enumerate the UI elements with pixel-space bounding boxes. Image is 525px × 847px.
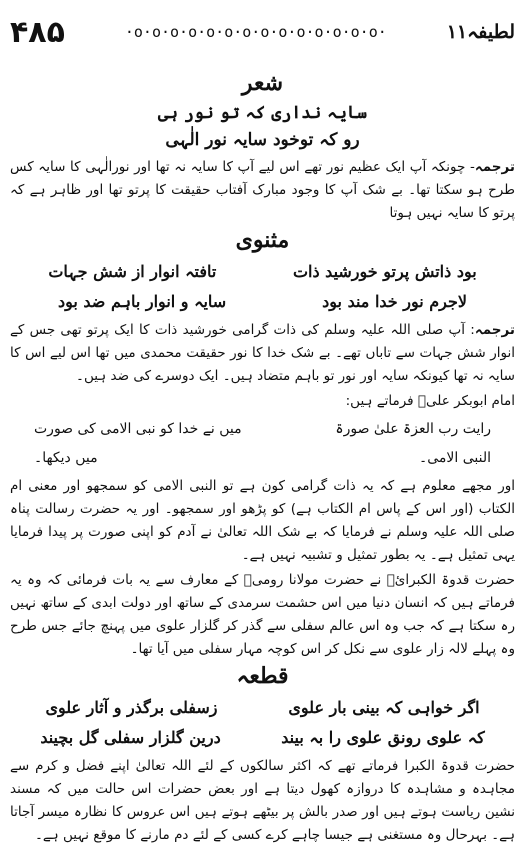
couplet-hemistich: تافتہ انوار از شش جہات bbox=[48, 262, 217, 281]
page-content bbox=[10, 70, 515, 843]
masnavi-heading: مثنوی bbox=[235, 227, 290, 253]
translation-text: - چونکہ آپ ایک عظیم نور تھے اس لیے آپ کا سایہ نہ تھا اور نورالٰہی کا سایہ کس طرح ہو سکتا تھا۔ بے شک آپ کا وجود مبارک آفتاب حقیقت کا پرتو تھا اور ظاہر ہے کہ پرتو کا سایہ نہیں ہوتا bbox=[10, 159, 515, 221]
couplet-hemistich: سایہ و انوار باہم ضد بود bbox=[57, 292, 227, 311]
header-ornament: ·o·o·o·o·o·o·o·o·o·o·o·o·o·o· bbox=[124, 23, 387, 41]
urdu-gloss: میں نے خدا کو نبی الامی کی صورت bbox=[34, 421, 242, 437]
couplet-hemistich: اگر خواہی کہ بینی بار علوی bbox=[288, 698, 480, 717]
poem-line-1: سایہ نداری کہ تو نور ہی bbox=[158, 103, 367, 123]
imam-line: امام ابوبکر علیؒ فرماتے ہیں: bbox=[345, 393, 515, 409]
couplet-hemistich: کہ علوی رونق علوی را بہ بیند bbox=[281, 728, 485, 747]
arabic-quote-line-1 bbox=[34, 415, 491, 443]
arabic-text: النبی الامی۔ bbox=[419, 450, 491, 466]
arabic-text: رایت رب العزۃ علیٰ صورۃ bbox=[335, 421, 491, 437]
masnavi-couplet-1 bbox=[10, 257, 515, 287]
couplet-hemistich: درین گلزار سفلی گل بچیند bbox=[40, 728, 221, 747]
translation-text: : آپ صلی اللہ علیہ وسلم کی ذات گرامی خورشید ذات کا ایک پرتو تھی جس کے انوار شش جہات سے تاباں تھے۔ بے شک خدا کا نور حقیقت محمدی میں تھا اس لیے اس کا سایہ نہ تھا کیونکہ سایہ اور نور تو باہم متضاد ہیں۔ ایک دوسرے کی ضد ہیں۔ bbox=[10, 322, 515, 384]
poem-line-2: رو کہ توخود سایہ نور الٰہی bbox=[165, 130, 360, 150]
couplet-hemistich: بود ذاتش پرتو خورشید ذات bbox=[292, 262, 477, 281]
qita-couplet-2 bbox=[10, 723, 515, 753]
translation-paragraph-2 bbox=[10, 319, 515, 388]
qita-heading: قطعہ bbox=[236, 663, 289, 689]
page-header bbox=[10, 10, 515, 54]
poem-heading: شعر bbox=[241, 70, 284, 96]
body-paragraph-4: حضرت قدوۃ الکبرائؒ نے حضرت مولانا رومیؒ کے معارف سے یہ بات فرمائی کہ وہ یہ فرماتے ہیں کہ انسان دنیا میں اس حشمت سرمدی کے ساتھ اور دولت ابدی کے ساتھ نہیں رہ سکتا ہے کہ جب وہ اس عالم سفلی سے گذر کر گلزار علوی میں پہنچ جائے جس طرح وہ پہلے لالہ زار علوی سے نکل کر اس کوچہ مہار سفلی میں آیا تھا۔ bbox=[10, 572, 515, 657]
couplet-hemistich: لاجرم نور خدا مند بود bbox=[322, 292, 468, 311]
masnavi-couplet-2 bbox=[10, 287, 515, 317]
translation-label: ترجمہ bbox=[474, 159, 515, 175]
body-paragraph-3: اور مجھے معلوم ہے کہ یہ ذات گرامی کون ہے تو النبی الامی کو سمجھو اور معنی ام الکتاب (اور اس کے پاس ام الکتاب ہے) کو پڑھو اور سمجھو۔ اور یہ حضرت رسالت پناہ صلی اللہ علیہ وسلم نے فرمایا کہ بے شک اللہ تعالیٰ نے آدم کو اپنی صورت پر پیدا فرمایا یہی تمثیل ہے۔ یہ بطور تمثیل و تشبیہ نہیں ہے۔ bbox=[10, 478, 515, 563]
arabic-quote-line-2 bbox=[34, 445, 491, 471]
qita-couplet-1 bbox=[10, 693, 515, 723]
couplet-hemistich: زسفلی برگذر و آثار علوی bbox=[45, 698, 218, 717]
page-number: ۴۸۵ bbox=[10, 14, 65, 50]
urdu-gloss: میں دیکھا۔ bbox=[34, 450, 98, 466]
body-paragraph-5: حضرت قدوۃ الکبرا فرماتے تھے کہ اکثر سالکوں کے لئے اللہ تعالیٰ اپنے فضل و کرم سے مجاہدہ و مشاہدہ کا دروازہ کھول دیتا ہے اور بعض حضرات اس حالت میں کہ مسند نشین ریاست ہوتے ہیں اور صدر بالش پر بیٹھے ہوتے ہیں اس عروس کا نظارہ میسر آجاتا ہے۔ بہرحال وہ مستغنی ہے جیسا چاہے کرے کسی کے لئے دم مارنے کا موقع نہیں ہے۔ bbox=[10, 758, 515, 843]
translation-label: ترجمہ bbox=[474, 322, 515, 338]
translation-paragraph-1 bbox=[10, 156, 515, 225]
section-label: لطیفہ۱۱ bbox=[446, 21, 515, 43]
